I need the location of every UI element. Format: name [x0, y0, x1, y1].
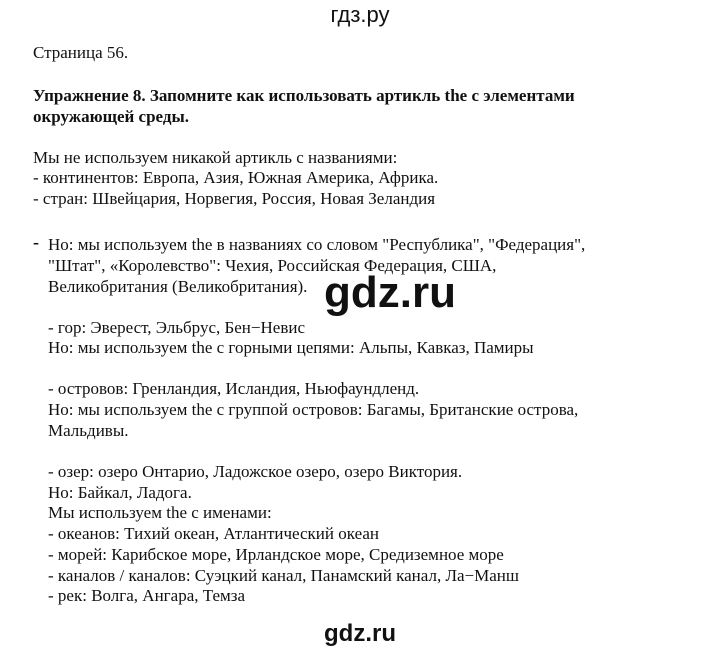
- island-groups-rule-line-2: Мальдивы.: [48, 421, 129, 440]
- mountains-item: - гор: Эверест, Эльбрус, Бен−Невис: [48, 318, 305, 337]
- exercise-title-line-2: окружающей среды.: [33, 107, 190, 126]
- canals-item: - каналов / каналов: Суэцкий канал, Панамский канал, Ла−Манш: [48, 566, 519, 585]
- rivers-item: - рек: Волга, Ангара, Темза: [48, 586, 246, 605]
- countries-item: - стран: Швейцария, Норвегия, Россия, Новая Зеландия: [33, 189, 436, 208]
- republic-rule-line-3: Великобритания (Великобритания).: [48, 277, 308, 296]
- lakes-item: - озер: озеро Онтарио, Ладожское озеро, озеро Виктория.: [48, 462, 463, 481]
- watermark-middle: gdz.ru: [324, 268, 456, 317]
- watermark-bottom: gdz.ru: [324, 620, 396, 647]
- republic-rule-line-2: "Штат", «Королевство": Чехия, Российская Федерация, США,: [48, 256, 497, 275]
- site-header-logo: гдз.ру: [330, 2, 390, 27]
- seas-item: - морей: Карибское море, Ирландское море, Средиземное море: [48, 545, 504, 564]
- republic-rule-line-1: Но: мы используем the в названиях со словом "Республика", "Федерация",: [48, 235, 586, 254]
- mountain-ranges-rule: Но: мы используем the с горными цепями: Альпы, Кавказ, Памиры: [48, 338, 534, 357]
- exercise-title-line-1: Упражнение 8. Запомните как использовать артикль the с элементами: [33, 86, 575, 105]
- page-number: Страница 56.: [33, 43, 129, 62]
- continents-item: - континентов: Европа, Азия, Южная Америка, Африка.: [33, 168, 439, 187]
- island-groups-rule-line-1: Но: мы используем the с группой островов: Багамы, Британские острова,: [48, 400, 579, 419]
- with-the-intro: Мы используем the с именами:: [48, 503, 272, 522]
- no-article-intro: Мы не используем никакой артикль с названиями:: [33, 148, 398, 167]
- lakes-exception: Но: Байкал, Ладога.: [48, 483, 192, 502]
- islands-item: - островов: Гренландия, Исландия, Ньюфаундленд.: [48, 379, 420, 398]
- bullet-dash-marker: -: [33, 232, 39, 252]
- oceans-item: - океанов: Тихий океан, Атлантический океан: [48, 524, 379, 543]
